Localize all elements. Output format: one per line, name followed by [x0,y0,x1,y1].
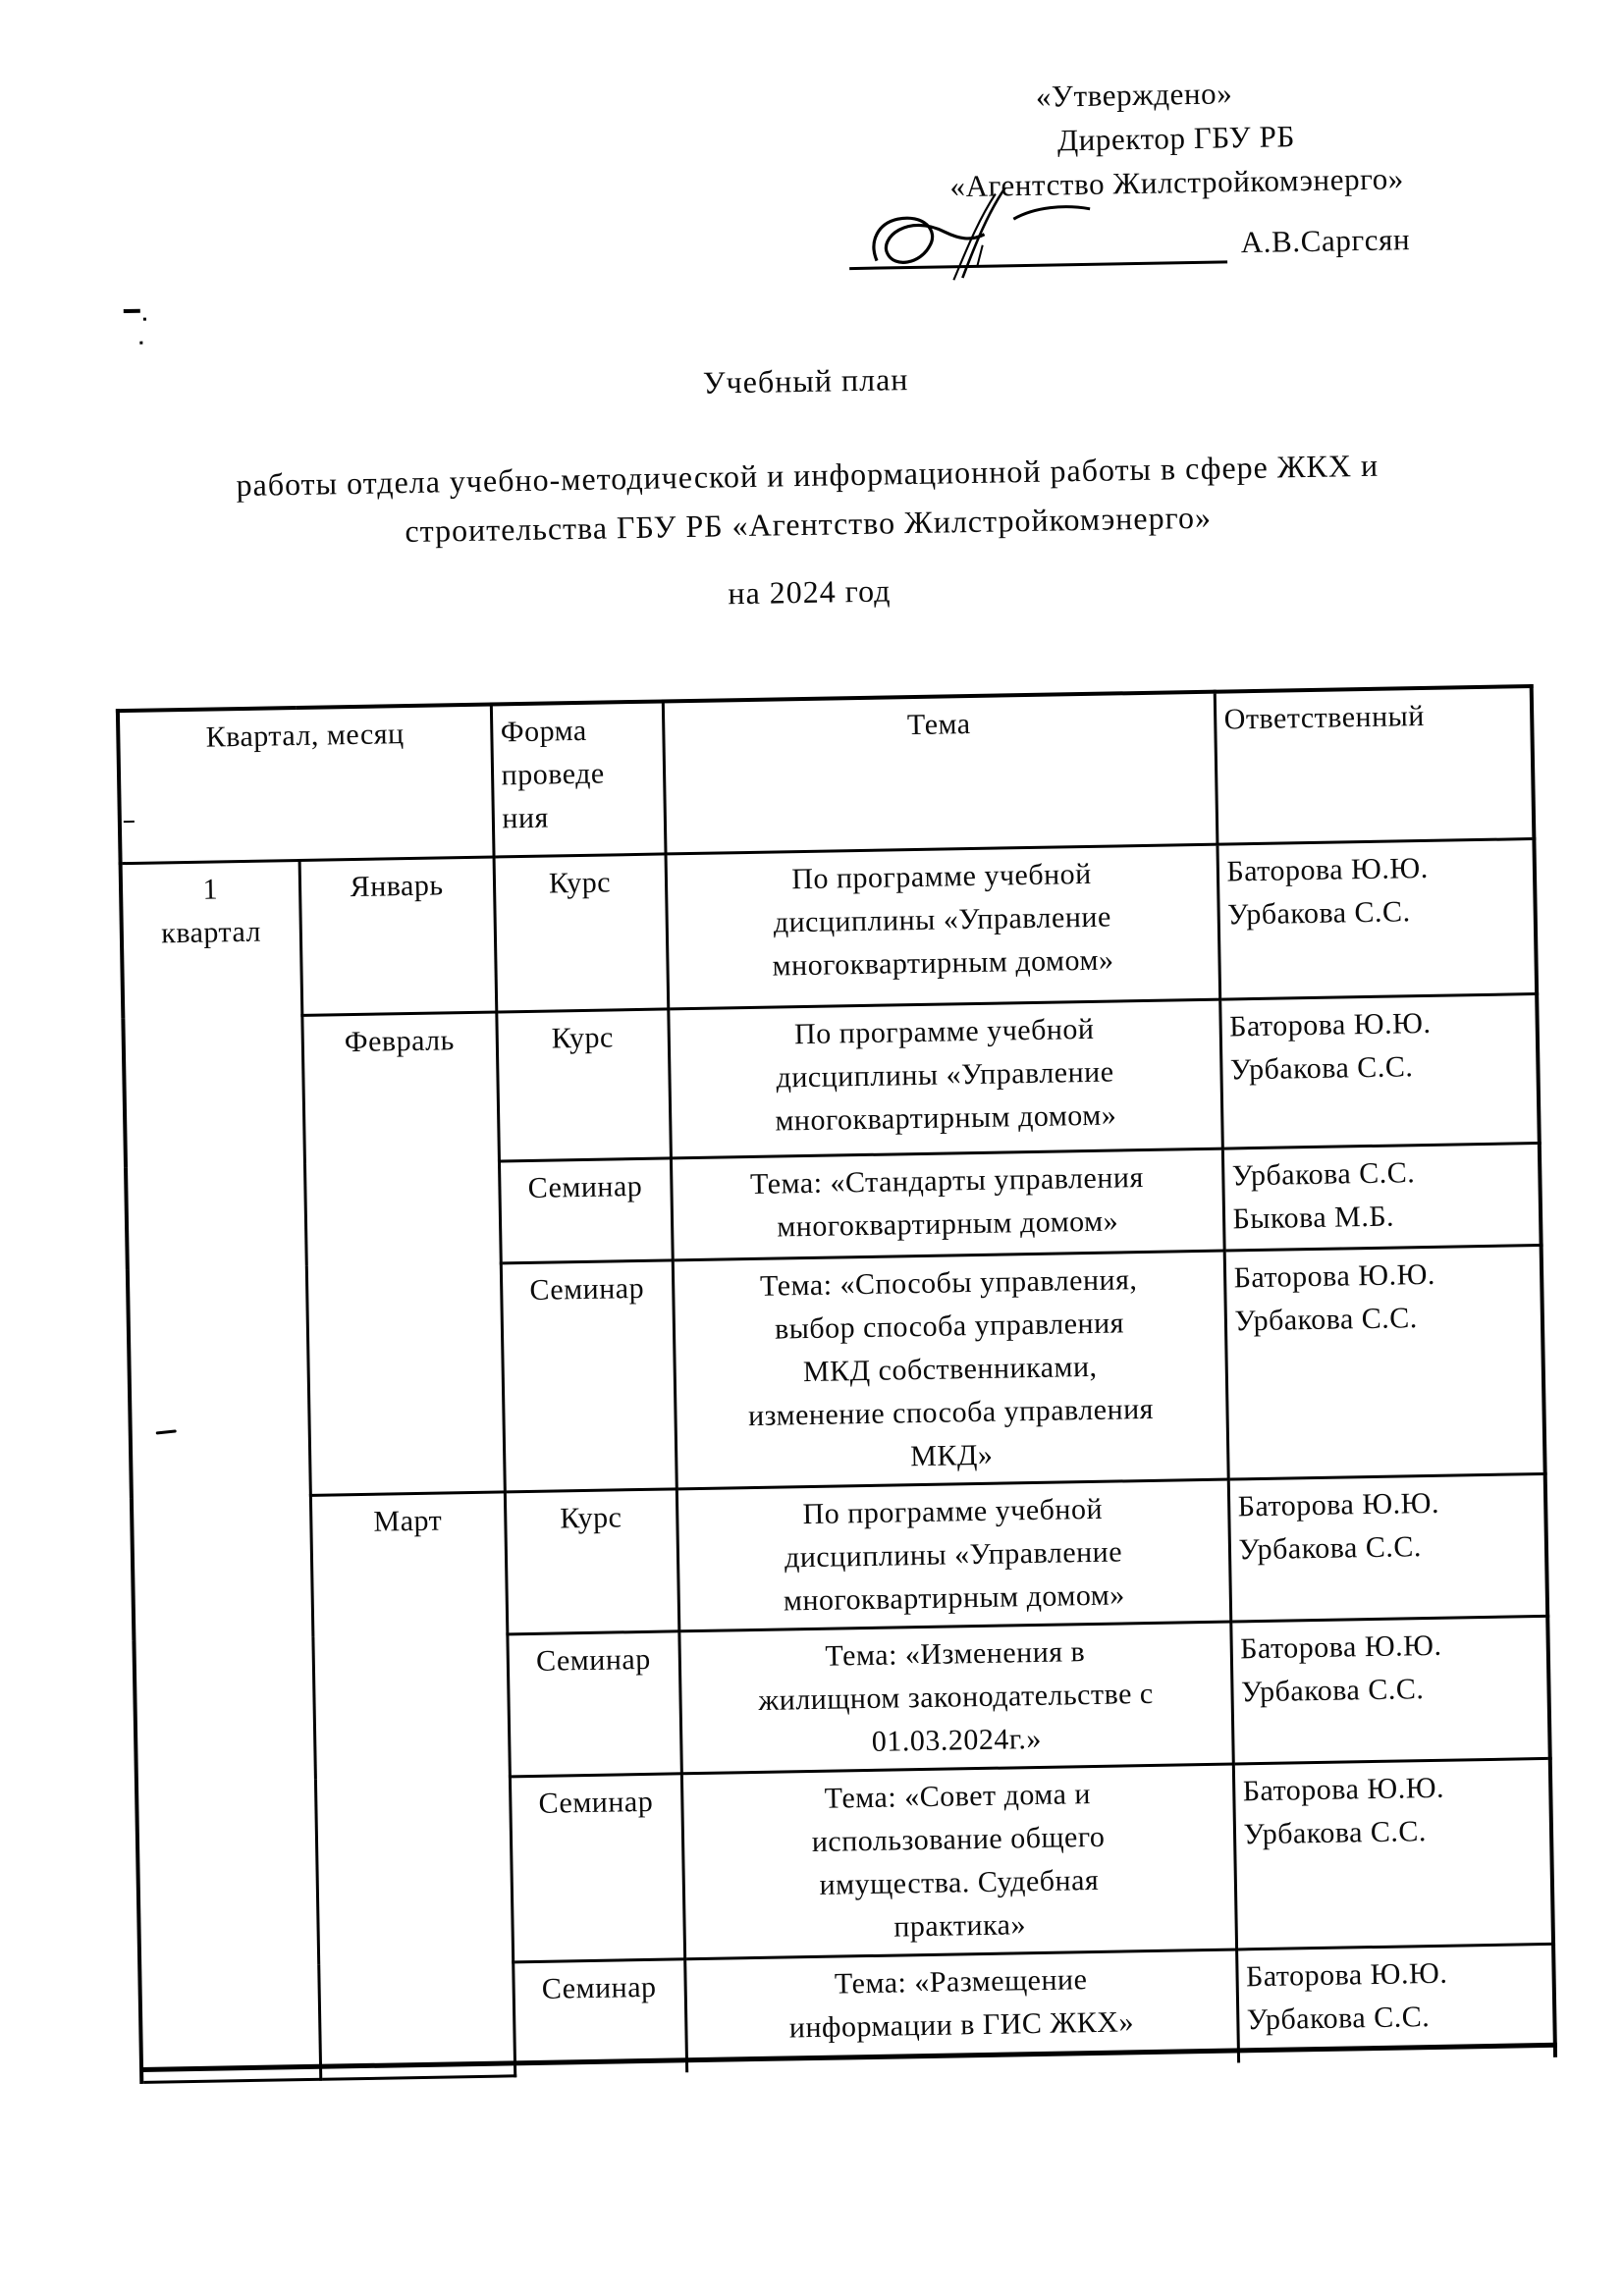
director-position: Директор ГБУ РБ [1056,119,1296,158]
table-row [121,838,1538,1018]
col-header-theme: Тема [663,692,1217,854]
form-cell: Семинар [513,1958,686,2075]
scan-artifact [124,309,140,313]
approved-label: «Утверждено» [1035,76,1233,114]
col-header-form: Форма проведе ния [491,701,666,856]
subtitle-line-2: строительства ГБУ РБ «Агентство Жилстройкомэнерго» [405,499,1213,550]
theme-cell: Тема: «Размещение информации в ГИС ЖКХ» [684,1949,1238,2072]
signature-scribble-icon [866,180,1113,282]
theme-cell: Тема: «Стандарты управления многоквартирным домом» [671,1148,1224,1260]
theme-cell: Тема: «Способы управления, выбор способа управления МКД собственниками, изменение способа управления МКД» [673,1251,1228,1489]
theme-cell: По программе учебной дисциплины «Управление многоквартирным домом» [676,1479,1230,1631]
signature-row [839,210,1517,270]
document-subtitle [0,436,1620,562]
form-cell: Семинар [501,1259,676,1491]
form-cell: Семинар [507,1630,681,1776]
month-cell-january: Январь [299,857,497,1015]
quarter-cell: 1 квартал [121,860,321,2082]
table-header-row [118,686,1535,863]
theme-cell: По программе учебной дисциплины «Управление многоквартирным домом» [666,844,1220,1009]
form-cell: Семинар [499,1157,673,1262]
responsible-cell: Баторова Ю.Ю. Урбакова С.С. [1236,1944,1555,2063]
form-cell: Курс [494,853,669,1011]
scan-artifact [143,318,146,321]
form-cell: Семинар [510,1773,684,1961]
document-title: Учебный план [702,361,909,400]
table-row [132,1473,1547,1640]
approval-block [837,66,1517,270]
month-cell-february: Февраль [301,1011,505,1494]
responsible-cell: Баторова Ю.Ю. Урбакова С.С. [1233,1758,1553,1949]
col-header-responsible: Ответственный [1215,686,1535,844]
signatory-name: А.В.Саргсян [1240,222,1411,260]
scan-artifact [139,342,142,345]
responsible-cell: Урбакова С.С. Быкова М.Б. [1222,1143,1542,1251]
title-block [0,348,1621,624]
scan-artifact [124,821,135,823]
month-cell-march: Март [310,1491,514,2078]
theme-cell: Тема: «Совет дома и использование общего имущества. Судебная практика» [681,1764,1236,1959]
table-row [123,993,1539,1167]
theme-cell: Тема: «Изменения в жилищном законодательстве с 01.03.2024г.» [678,1622,1232,1774]
form-cell: Курс [496,1008,671,1160]
responsible-cell: Баторова Ю.Ю. Урбакова С.С. [1228,1473,1547,1622]
subtitle-line-1: работы отдела учебно-методической и информационной работы в сфере ЖКХ и [236,447,1380,504]
responsible-cell: Баторова Ю.Ю. Урбакова С.С. [1224,1245,1545,1479]
organization-name: «Агентство Жилстройкомэнерго» [949,161,1405,204]
responsible-cell: Баторова Ю.Ю. Урбакова С.С. [1217,838,1537,999]
responsible-cell: Баторова Ю.Ю. Урбакова С.С. [1219,993,1540,1148]
form-cell: Курс [505,1488,679,1633]
col-header-quarter-month: Квартал, месяц [118,705,494,864]
theme-cell: По программе учебной дисциплины «Управление многоквартирным домом» [668,999,1222,1158]
signature-line [848,215,1227,270]
training-plan-table [116,684,1557,2083]
plan-year: на 2024 год [728,572,892,612]
responsible-cell: Баторова Ю.Ю. Урбакова С.С. [1230,1616,1549,1764]
